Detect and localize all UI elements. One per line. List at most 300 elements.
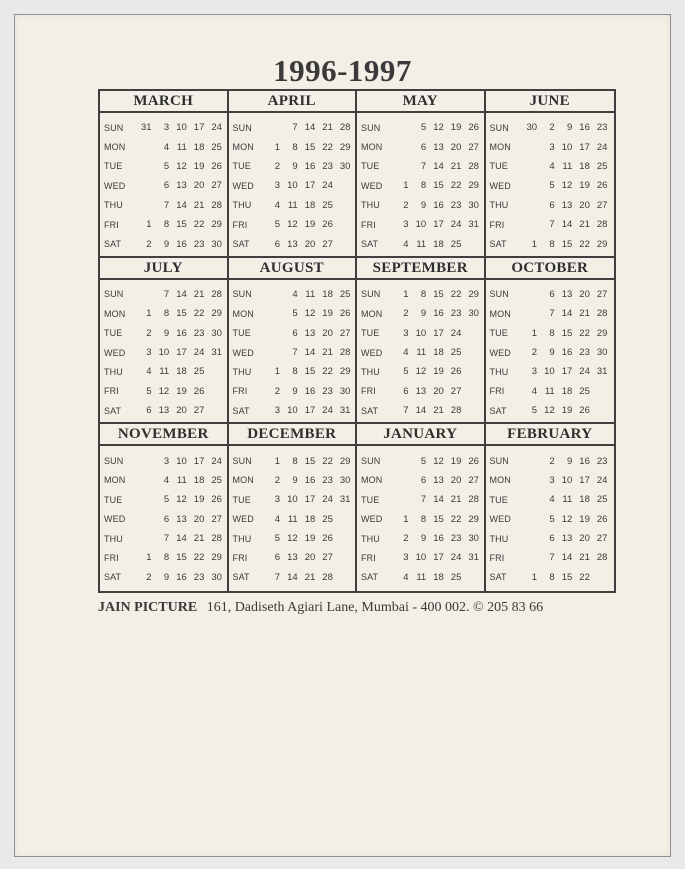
date-cell: 26 [596, 180, 608, 192]
weekday-label: SAT [104, 405, 122, 416]
week-row [361, 215, 481, 234]
date-cell: 17 [433, 552, 444, 564]
date-cell: 20 [176, 405, 187, 417]
date-cell: 25 [339, 288, 351, 300]
weekday-label: SAT [232, 405, 250, 416]
week-row [104, 118, 224, 137]
month-january [357, 424, 486, 591]
week-row [233, 451, 353, 470]
month-october [486, 258, 615, 425]
date-cell: 1 [403, 288, 409, 300]
date-cell: 10 [287, 405, 298, 417]
weekday-label: THU [361, 200, 380, 211]
date-cell: 20 [193, 180, 205, 192]
date-cell: 11 [287, 513, 298, 525]
date-cell: 6 [146, 405, 152, 417]
week-row [361, 568, 481, 587]
date-cell: 29 [468, 180, 479, 192]
weekday-label: THU [232, 366, 252, 377]
date-cell: 26 [596, 513, 608, 525]
date-cell: 31 [339, 405, 351, 417]
date-cell: 19 [304, 533, 316, 545]
date-cell: 26 [579, 405, 590, 417]
date-cell: 17 [193, 455, 205, 467]
date-cell: 31 [339, 494, 351, 506]
date-cell: 23 [596, 122, 608, 134]
weekday-label: TUE [232, 161, 251, 172]
date-cell: 6 [163, 513, 170, 525]
date-cell: 25 [450, 347, 462, 359]
date-cell: 3 [163, 455, 170, 467]
date-cell: 22 [450, 180, 462, 192]
date-cell: 16 [579, 455, 590, 467]
date-cell: 4 [403, 238, 409, 250]
weekday-label: MON [104, 308, 126, 319]
date-cell: 29 [596, 327, 608, 339]
week-row [361, 118, 481, 137]
week-row [490, 215, 612, 234]
weekday-label: WED [232, 180, 254, 191]
date-cell: 26 [450, 366, 462, 378]
weekday-label: FRI [232, 552, 248, 563]
date-cell: 29 [596, 238, 608, 250]
date-cell: 24 [450, 552, 462, 564]
weekday-label: FRI [489, 386, 505, 397]
date-cell: 20 [579, 288, 590, 300]
date-cell: 15 [433, 288, 444, 300]
date-cell: 25 [596, 160, 608, 172]
date-cell: 20 [304, 238, 316, 250]
weekday-label: SUN [232, 122, 252, 133]
date-cell: 27 [211, 513, 222, 525]
week-row [490, 382, 612, 401]
date-cell: 24 [322, 405, 333, 417]
date-cell: 17 [304, 494, 316, 506]
week-row [490, 323, 612, 342]
date-cell: 7 [274, 571, 281, 583]
date-cell: 9 [566, 122, 573, 134]
date-cell: 17 [176, 347, 187, 359]
date-cell: 17 [304, 180, 316, 192]
date-cell: 5 [274, 533, 281, 545]
weekday-label: THU [104, 366, 123, 377]
date-cell: 30 [596, 347, 608, 359]
date-cell: 1 [531, 571, 538, 583]
week-row [361, 304, 481, 323]
date-cell: 29 [339, 455, 351, 467]
week-row [233, 157, 353, 176]
week-row [490, 118, 612, 137]
weekday-label: WED [361, 180, 383, 191]
date-cell: 3 [549, 474, 555, 486]
week-row [490, 401, 612, 420]
date-cell: 19 [450, 455, 462, 467]
date-cell: 23 [193, 238, 205, 250]
date-cell: 27 [596, 533, 608, 545]
date-cell: 18 [433, 571, 444, 583]
date-cell: 24 [596, 141, 608, 153]
date-cell: 24 [596, 474, 608, 486]
month-days [486, 280, 615, 421]
date-cell: 1 [274, 455, 281, 467]
date-cell: 30 [339, 160, 351, 172]
date-cell: 22 [193, 308, 205, 320]
month-name: DECEMBER [229, 424, 356, 446]
date-cell: 11 [305, 288, 316, 300]
date-cell: 3 [531, 366, 538, 378]
month-name: SEPTEMBER [357, 258, 484, 280]
date-cell: 16 [304, 160, 316, 172]
date-cell: 4 [274, 199, 281, 211]
date-cell: 25 [579, 385, 590, 397]
date-cell: 19 [450, 122, 462, 134]
date-cell: 24 [211, 455, 222, 467]
date-cell: 21 [193, 199, 205, 211]
date-cell: 2 [403, 199, 409, 211]
date-cell: 25 [211, 474, 222, 486]
weekday-label: WED [104, 514, 126, 525]
date-cell: 27 [322, 238, 333, 250]
week-row [361, 137, 481, 156]
date-cell: 31 [468, 219, 479, 231]
weekday-label: MON [361, 475, 383, 486]
date-cell: 5 [146, 385, 152, 397]
weekday-label: SAT [361, 405, 379, 416]
date-cell: 6 [420, 141, 427, 153]
date-cell: 29 [468, 513, 479, 525]
month-days [100, 280, 227, 421]
date-cell: 20 [579, 533, 590, 545]
weekday-label: WED [104, 180, 126, 191]
date-cell: 31 [141, 122, 152, 134]
date-cell: 29 [211, 219, 222, 231]
date-cell: 20 [304, 552, 316, 564]
date-cell: 16 [433, 308, 444, 320]
week-row [490, 471, 612, 490]
date-cell: 21 [433, 405, 444, 417]
week-row [361, 362, 481, 381]
date-cell: 22 [579, 238, 590, 250]
date-cell: 5 [420, 122, 427, 134]
week-row [104, 343, 224, 362]
date-cell: 1 [274, 366, 281, 378]
date-cell: 4 [403, 347, 409, 359]
date-cell: 12 [287, 219, 298, 231]
date-cell: 6 [549, 533, 555, 545]
date-cell: 28 [450, 405, 462, 417]
date-cell: 13 [287, 238, 298, 250]
date-cell: 30 [339, 385, 351, 397]
date-cell: 28 [468, 160, 479, 172]
date-cell: 11 [416, 347, 427, 359]
date-cell: 2 [274, 385, 281, 397]
date-cell: 9 [163, 327, 170, 339]
date-cell: 21 [579, 552, 590, 564]
weekday-label: THU [232, 200, 252, 211]
weekday-label: MON [489, 308, 511, 319]
week-row [490, 529, 612, 548]
date-cell: 8 [163, 552, 170, 564]
date-cell: 14 [304, 122, 316, 134]
date-cell: 7 [549, 308, 555, 320]
date-cell: 11 [562, 494, 573, 506]
date-cell: 14 [561, 219, 573, 231]
weekday-label: WED [232, 347, 254, 358]
date-cell: 13 [433, 141, 444, 153]
month-days [357, 446, 484, 587]
weekday-label: WED [489, 514, 511, 525]
weekday-label: WED [232, 514, 254, 525]
weekday-label: TUE [489, 328, 508, 339]
date-cell: 16 [176, 238, 187, 250]
date-cell: 6 [549, 288, 555, 300]
week-row [361, 323, 481, 342]
weekday-label: WED [361, 347, 383, 358]
date-cell: 18 [433, 347, 444, 359]
date-cell: 16 [176, 571, 187, 583]
date-cell: 1 [274, 141, 281, 153]
date-cell: 1 [146, 219, 152, 231]
weekday-label: MON [104, 142, 126, 153]
date-cell: 17 [304, 405, 316, 417]
date-cell: 24 [193, 347, 205, 359]
date-cell: 12 [415, 366, 427, 378]
date-cell: 15 [433, 180, 444, 192]
week-row [233, 471, 353, 490]
weekday-label: SAT [489, 572, 507, 583]
date-cell: 10 [415, 552, 427, 564]
week-row [104, 362, 224, 381]
date-cell: 2 [146, 238, 152, 250]
date-cell: 8 [292, 366, 298, 378]
date-cell: 23 [322, 474, 333, 486]
week-row [361, 529, 481, 548]
date-cell: 1 [403, 513, 409, 525]
month-days [100, 113, 227, 254]
date-cell: 16 [304, 385, 316, 397]
date-cell: 26 [339, 308, 351, 320]
date-cell: 28 [211, 288, 222, 300]
date-cell: 4 [549, 160, 555, 172]
month-december [229, 424, 358, 591]
month-name: OCTOBER [486, 258, 615, 280]
month-name: JUNE [486, 91, 615, 113]
weekday-label: FRI [489, 219, 505, 230]
week-row [233, 401, 353, 420]
date-cell: 8 [163, 219, 170, 231]
date-cell: 10 [176, 122, 187, 134]
date-cell: 13 [433, 474, 444, 486]
week-row [104, 401, 224, 420]
month-days [486, 446, 615, 587]
weekday-label: THU [361, 533, 380, 544]
weekday-label: SUN [361, 122, 381, 133]
week-row [104, 451, 224, 470]
date-cell: 21 [450, 160, 462, 172]
week-row [233, 548, 353, 567]
date-cell: 3 [163, 122, 170, 134]
date-cell: 8 [420, 288, 427, 300]
date-cell: 5 [274, 219, 281, 231]
date-cell: 5 [420, 455, 427, 467]
date-cell: 9 [292, 474, 298, 486]
date-cell: 5 [549, 180, 555, 192]
week-row [104, 471, 224, 490]
date-cell: 28 [211, 199, 222, 211]
weekday-label: SUN [104, 289, 124, 300]
date-cell: 29 [468, 288, 479, 300]
weekday-label: MON [361, 308, 383, 319]
date-cell: 9 [292, 160, 298, 172]
weekday-label: THU [489, 366, 509, 377]
date-cell: 18 [304, 513, 316, 525]
week-row [233, 215, 353, 234]
date-cell: 4 [163, 474, 170, 486]
date-cell: 21 [304, 571, 316, 583]
week-row [361, 451, 481, 470]
weekday-label: SUN [489, 456, 509, 467]
date-cell: 9 [163, 571, 170, 583]
date-cell: 10 [158, 347, 170, 359]
date-cell: 27 [596, 199, 608, 211]
week-row [104, 215, 224, 234]
weekday-label: SUN [489, 122, 509, 133]
date-cell: 23 [193, 571, 205, 583]
week-row [233, 490, 353, 509]
weekday-label: FRI [361, 552, 376, 563]
date-cell: 11 [176, 474, 187, 486]
date-cell: 3 [549, 141, 555, 153]
date-cell: 19 [193, 494, 205, 506]
date-cell: 12 [561, 180, 573, 192]
week-row [233, 234, 353, 253]
date-cell: 12 [544, 405, 555, 417]
date-cell: 28 [211, 533, 222, 545]
week-row [233, 510, 353, 529]
date-cell: 4 [531, 385, 538, 397]
date-cell: 5 [531, 405, 538, 417]
weekday-label: TUE [104, 161, 123, 172]
date-cell: 7 [292, 122, 298, 134]
date-cell: 24 [211, 122, 222, 134]
month-name: MAY [357, 91, 484, 113]
date-cell: 3 [274, 494, 281, 506]
week-row [361, 490, 481, 509]
date-cell: 30 [468, 308, 479, 320]
date-cell: 11 [159, 366, 170, 378]
weekday-label: SUN [104, 456, 124, 467]
date-cell: 21 [579, 219, 590, 231]
month-days [100, 446, 227, 587]
month-days [229, 280, 356, 421]
month-february [486, 424, 615, 591]
date-cell: 27 [468, 474, 479, 486]
week-row [361, 234, 481, 253]
date-cell: 23 [322, 160, 333, 172]
date-cell: 14 [287, 571, 298, 583]
date-cell: 30 [468, 533, 479, 545]
date-cell: 7 [163, 533, 170, 545]
date-cell: 3 [146, 347, 152, 359]
date-cell: 9 [420, 533, 427, 545]
week-row [104, 323, 224, 342]
month-name: JANUARY [357, 424, 484, 446]
date-cell: 28 [596, 308, 608, 320]
date-cell: 21 [193, 533, 205, 545]
date-cell: 27 [193, 405, 205, 417]
weekday-label: THU [361, 366, 380, 377]
date-cell: 16 [304, 474, 316, 486]
week-row [490, 490, 612, 509]
date-cell: 16 [579, 122, 590, 134]
date-cell: 8 [420, 180, 427, 192]
week-row [490, 343, 612, 362]
date-cell: 14 [433, 494, 444, 506]
date-cell: 22 [322, 366, 333, 378]
date-cell: 12 [158, 385, 170, 397]
date-cell: 2 [549, 122, 555, 134]
date-cell: 13 [176, 513, 187, 525]
weekday-label: MON [232, 142, 254, 153]
date-cell: 26 [322, 533, 333, 545]
date-cell: 4 [403, 571, 409, 583]
date-cell: 25 [211, 141, 222, 153]
date-cell: 30 [339, 474, 351, 486]
date-cell: 6 [292, 327, 298, 339]
date-cell: 5 [292, 308, 298, 320]
date-cell: 22 [322, 141, 333, 153]
date-cell: 1 [146, 308, 152, 320]
date-cell: 15 [433, 513, 444, 525]
week-row [361, 548, 481, 567]
date-cell: 9 [163, 238, 170, 250]
date-cell: 16 [433, 533, 444, 545]
week-row [233, 568, 353, 587]
date-cell: 12 [176, 494, 187, 506]
date-cell: 22 [193, 219, 205, 231]
week-row [104, 568, 224, 587]
week-row [490, 285, 612, 304]
week-row [104, 137, 224, 156]
month-name: JULY [100, 258, 227, 280]
weekday-label: TUE [104, 328, 123, 339]
date-cell: 15 [176, 552, 187, 564]
date-cell: 19 [433, 366, 444, 378]
date-cell: 27 [322, 552, 333, 564]
date-cell: 26 [322, 219, 333, 231]
date-cell: 2 [549, 455, 555, 467]
date-cell: 7 [403, 405, 409, 417]
weekday-label: SAT [232, 572, 250, 583]
date-cell: 13 [176, 180, 187, 192]
weekday-label: MON [489, 142, 511, 153]
week-row [104, 196, 224, 215]
date-cell: 27 [596, 288, 608, 300]
date-cell: 10 [561, 141, 573, 153]
date-cell: 11 [176, 141, 187, 153]
date-cell: 24 [450, 327, 462, 339]
week-row [104, 510, 224, 529]
week-row [104, 157, 224, 176]
week-row [361, 285, 481, 304]
date-cell: 23 [579, 347, 590, 359]
weekday-label: TUE [232, 328, 251, 339]
date-cell: 25 [450, 571, 462, 583]
weekday-label: SUN [104, 122, 124, 133]
date-cell: 13 [561, 288, 573, 300]
date-cell: 5 [163, 494, 170, 506]
weekday-label: THU [489, 533, 509, 544]
